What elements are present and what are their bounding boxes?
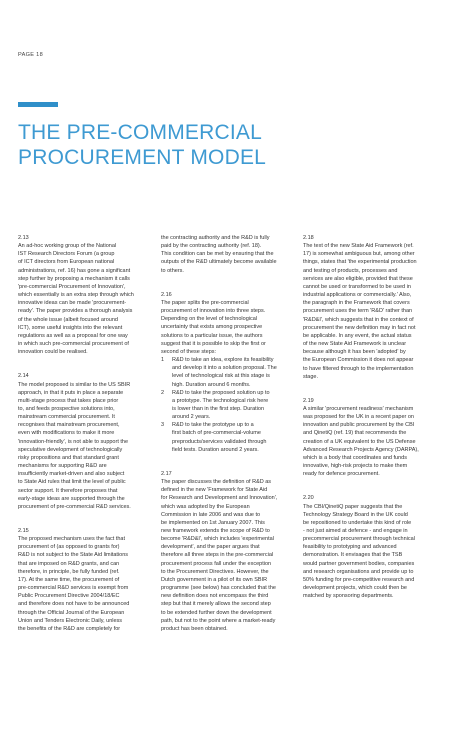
title-line-2: PROCUREMENT MODEL	[18, 146, 267, 169]
section-number-2-13: 2.13	[18, 235, 29, 241]
list-item	[161, 421, 293, 454]
accent-bar	[18, 102, 58, 107]
section-number-2-17: 2.17	[161, 470, 172, 477]
section-text-2-20: The CBI/QinetiQ paper suggests that the Technology Strategy Board in the UK could be repositioned to undertake this kind of role - not just aimed at defence - and engage in precommercial procurement through technical feasibility to prototyping and advanced demonstration. It envisages that the TSB would partner government bodies, companies and research organisations and provide up to 50% funding for pre-competitive research and development projects, which could then be matched by sponsoring departments.	[303, 503, 415, 600]
section-number-2-14: 2.14	[18, 373, 29, 380]
section-number-2-16: 2.16	[161, 291, 172, 298]
section-text-2-16: The paper splits the pre-commercial procurement of innovation into three steps. Depending on the level of technological uncertainty that exists among prospective solutions to a particular issue, the authors suggest that it is possible to skip the first or second of these steps:	[161, 299, 266, 355]
list-item	[161, 389, 293, 422]
section-number-2-19: 2.19	[303, 397, 314, 404]
text-column-2	[161, 234, 293, 633]
step-text: R&D to take the prototype up to a first batch of pre-commercial-volume preproducts/services validated through field tests. Duration around 2 years.	[172, 422, 267, 453]
page-title	[18, 120, 266, 170]
steps-list	[161, 356, 293, 454]
section-number-2-20: 2.20	[303, 495, 314, 502]
step-number: 3	[161, 422, 165, 429]
continued-text-2-15: the contracting authority and the R&D is fully paid by the contracting authority (ref. 18). This condition can be met by ensuring that the outputs of the R&D ultimately become available to others.	[161, 235, 277, 274]
section-text-2-15: The proposed mechanism uses the fact that procurement of (as opposed to grants for) R&D is not subject to the State Aid limitations that are imposed on R&D grants, and can therefore, in principle, be fully funded (ref. 17). At the same time, the procurement of pre-commercial R&D services is exempt from Public Procurement Directive 2004/18/EC and therefore does not have to be announced through the Official Journal of the European Union and Tenders Electronic Daily, unless the benefits of the R&D are completely for	[18, 536, 130, 632]
section-number-2-15: 2.15	[18, 528, 29, 534]
section-text-2-17: The paper discusses the definition of R&D as defined in the new 'Framework for State Aid for Research and Development and Innovation', which was adopted by the European Commission in late 2006 and was due to be implemented on 1st January 2007. This new framework extends the scope of R&D to become 'R&D&I', which includes 'experimental development', and the paper argues that therefore all three steps in the pre-commercial procurement process fall under the exception to the Procurement Directives. However, the Dutch government in a pilot of its own SBIR programme (see below) has concluded that the new definition does not encompass the third step but that it merely allows the second step to be extended further down the development path, but not to the point where a market-ready product has been obtained.	[161, 479, 278, 632]
step-number: 2	[161, 389, 165, 396]
section-text-2-19: A similar 'procurement readiness' mechanism was proposed for the UK in a recent paper on innovation and public procurement by the CBI and QinetiQ (ref. 19) that recommends the creation of a UK equivalent to the US Defense Advanced Research Projects Agency (DARPA), which is a body that coordinates and funds innovative, high-risk projects to make them ready for defence procurement.	[303, 405, 419, 478]
title-line-1: THE PRE-COMMERCIAL	[18, 121, 262, 144]
step-text: R&D to take an idea, explore its feasibility and develop it into a solution proposal. The level of technological risk at this stage is high. Duration around 6 months.	[172, 357, 277, 388]
step-text: R&D to take the proposed solution up to a prototype. The technological risk here is lower than in the first step. Duration around 2 years.	[172, 389, 270, 421]
section-text-2-18: The text of the new State Aid Framework (ref. 17) is somewhat ambiguous but, among other things, states that 'the experimental production and testing of products, processes and services are also eligible, provided that these cannot be used or transformed to be used in industrial applications or commercially.' Also, the paragraph in the Framework that covers procurement uses the term 'R&D' rather than 'R&D&I', which suggests that in the context of procurement the new definition may in fact not be applicable. In any event, the actual status of the new State Aid Framework is unclear because although it has been 'adopted' by the European Commission it does not appear to have filtered through to the implementation stage.	[303, 243, 417, 380]
step-number: 1	[161, 357, 165, 364]
text-column-3	[303, 234, 435, 600]
section-number-2-18: 2.18	[303, 235, 314, 241]
text-column-1	[18, 234, 150, 633]
section-text-2-13: An ad-hoc working group of the National IST Research Directors Forum (a group of ICT directors from European national administrations, ref. 16) has gone a significant step further by proposing a mechanism it calls 'pre-commercial Procurement of Innovation', which essentially is an extra step through which innovative ideas can be made 'procurement- ready'. The paper provides a thorough analysis of the whole issue (albeit focused around ICT), some useful insights into the relevant regulations as well as a proposal for one way in which such pre-commercial procurement of innovation could be realised.	[18, 243, 134, 356]
page-number: PAGE 18	[18, 52, 44, 58]
section-text-2-14: The model proposed is similar to the US SBIR approach, in that it puts in place a separate multi-stage process that takes place prior to, and feeds prospective solutions into, mainstream commercial procurement. It recognises that mainstream procurement, even with modifications to make it more 'innovation-friendly', is not able to support the speculative development of technologically risky propositions and that standard grant mechanisms for supporting R&D are insufficiently market-driven and also subject to State Aid rules that limit the level of public sector support. It therefore proposes that early-stage ideas are supported through the procurement of pre-commercial R&D services.	[18, 381, 131, 510]
list-item	[161, 356, 293, 389]
